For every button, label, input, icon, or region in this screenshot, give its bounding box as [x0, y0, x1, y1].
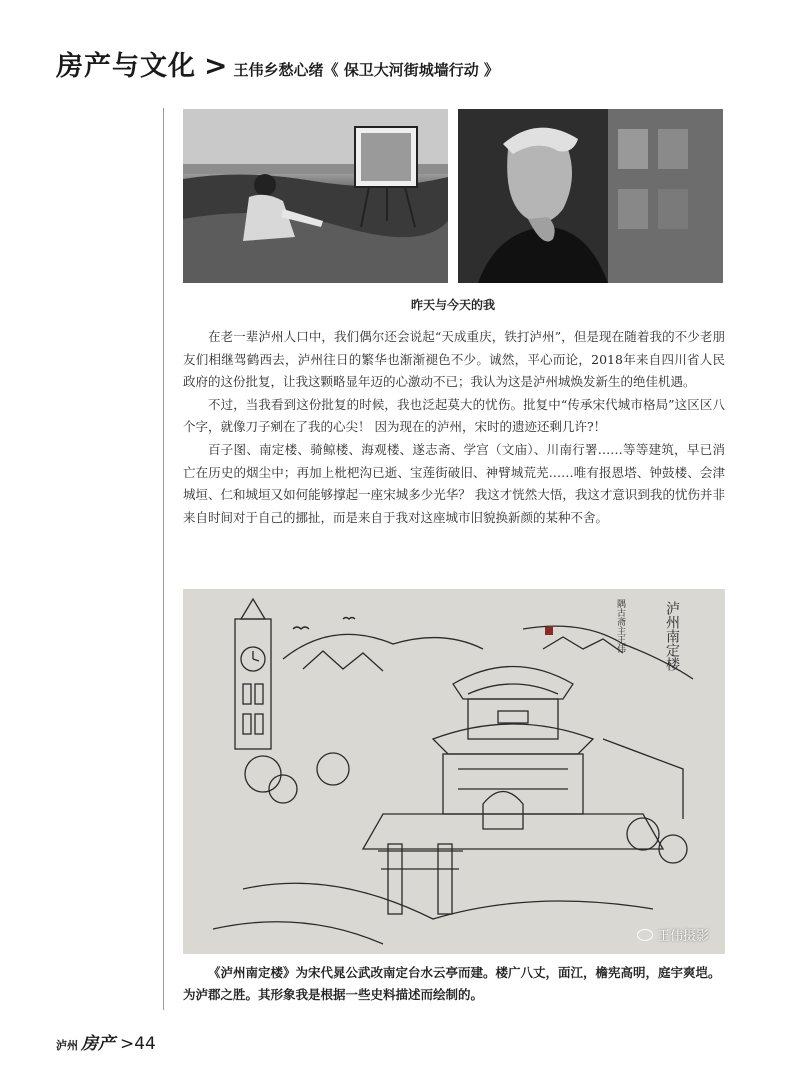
paragraph: 在老一辈泸州人口中，我们偶尔还会说起“天成重庆，铁打泸州”，但是现在随着我的不少老朋友们相继驾鹤西去，泸州往日的繁华也渐渐褪色不少。诚然，平心而论，2018年来自四川省人民政府的这份批复，让我这颗略显年迈的心激动不已；我认为这是泸州城焕发新生的绝佳机遇。: [183, 329, 725, 390]
paragraph: 不过，当我看到这份批复的时候，我也泛起莫大的忧伤。批复中“传承宋代城市格局”这区区八个字，就像刀子剜在了我的心尖！ 因为现在的泸州，宋时的遗迹还剩几许?！: [183, 396, 725, 435]
magazine-name: 房产: [81, 1034, 115, 1054]
article-body: [183, 326, 725, 529]
wechat-icon: [637, 929, 653, 941]
section-title: 房产与文化: [56, 51, 196, 82]
photo-yesterday: [183, 109, 448, 283]
painter-photo-illustration: [183, 109, 448, 283]
ink-sketch-illustration: [183, 589, 725, 954]
nanding-tower-drawing: [183, 589, 725, 954]
paragraph: 百子图、南定楼、骑鲸楼、海观楼、遂志斋、学宫（文庙）、川南行署……等等建筑，早已消亡在历史的烟尘中；再加上枇杷沟已逝、宝莲街破旧、神臂城荒芜……唯有报恩塔、钟鼓楼、会津城垣、仁和城垣又如何能够撑起一座宋城多少光华？ 我这才恍然大悟，我这才意识到我的忧伤并非来自时间对于自己的挪扯，而是来自于我对这座城市旧貌换新颜的某种不舍。: [183, 441, 725, 525]
magazine-name-prefix: 泸州: [56, 1039, 78, 1052]
drawing-inscription-author: 隅古斋主王伟: [615, 599, 625, 653]
photo-today: [458, 109, 723, 283]
page-header: [56, 44, 499, 82]
page-number: >44: [120, 1034, 156, 1054]
drawing-caption: 《泸州南定楼》为宋代晁公武改南定台水云亭而建。楼广八丈，面江，檐宪高明，庭宇爽垲。为泸郡之胜。其形象我是根据一些史料描述而绘制的。: [183, 965, 721, 1002]
page-footer: [56, 1029, 156, 1054]
portrait-photo-illustration: [458, 109, 723, 283]
vertical-rule: [163, 108, 164, 1010]
photo-caption: 昨天与今天的我: [410, 298, 495, 312]
drawing-watermark: 王伟摄影: [637, 925, 709, 944]
article-subtitle: 王伟乡愁心绪《 保卫大河街城墙行动 》: [233, 61, 499, 79]
chevron-right-icon: >: [204, 49, 228, 82]
drawing-inscription-title: 泸州南定楼: [664, 601, 680, 671]
